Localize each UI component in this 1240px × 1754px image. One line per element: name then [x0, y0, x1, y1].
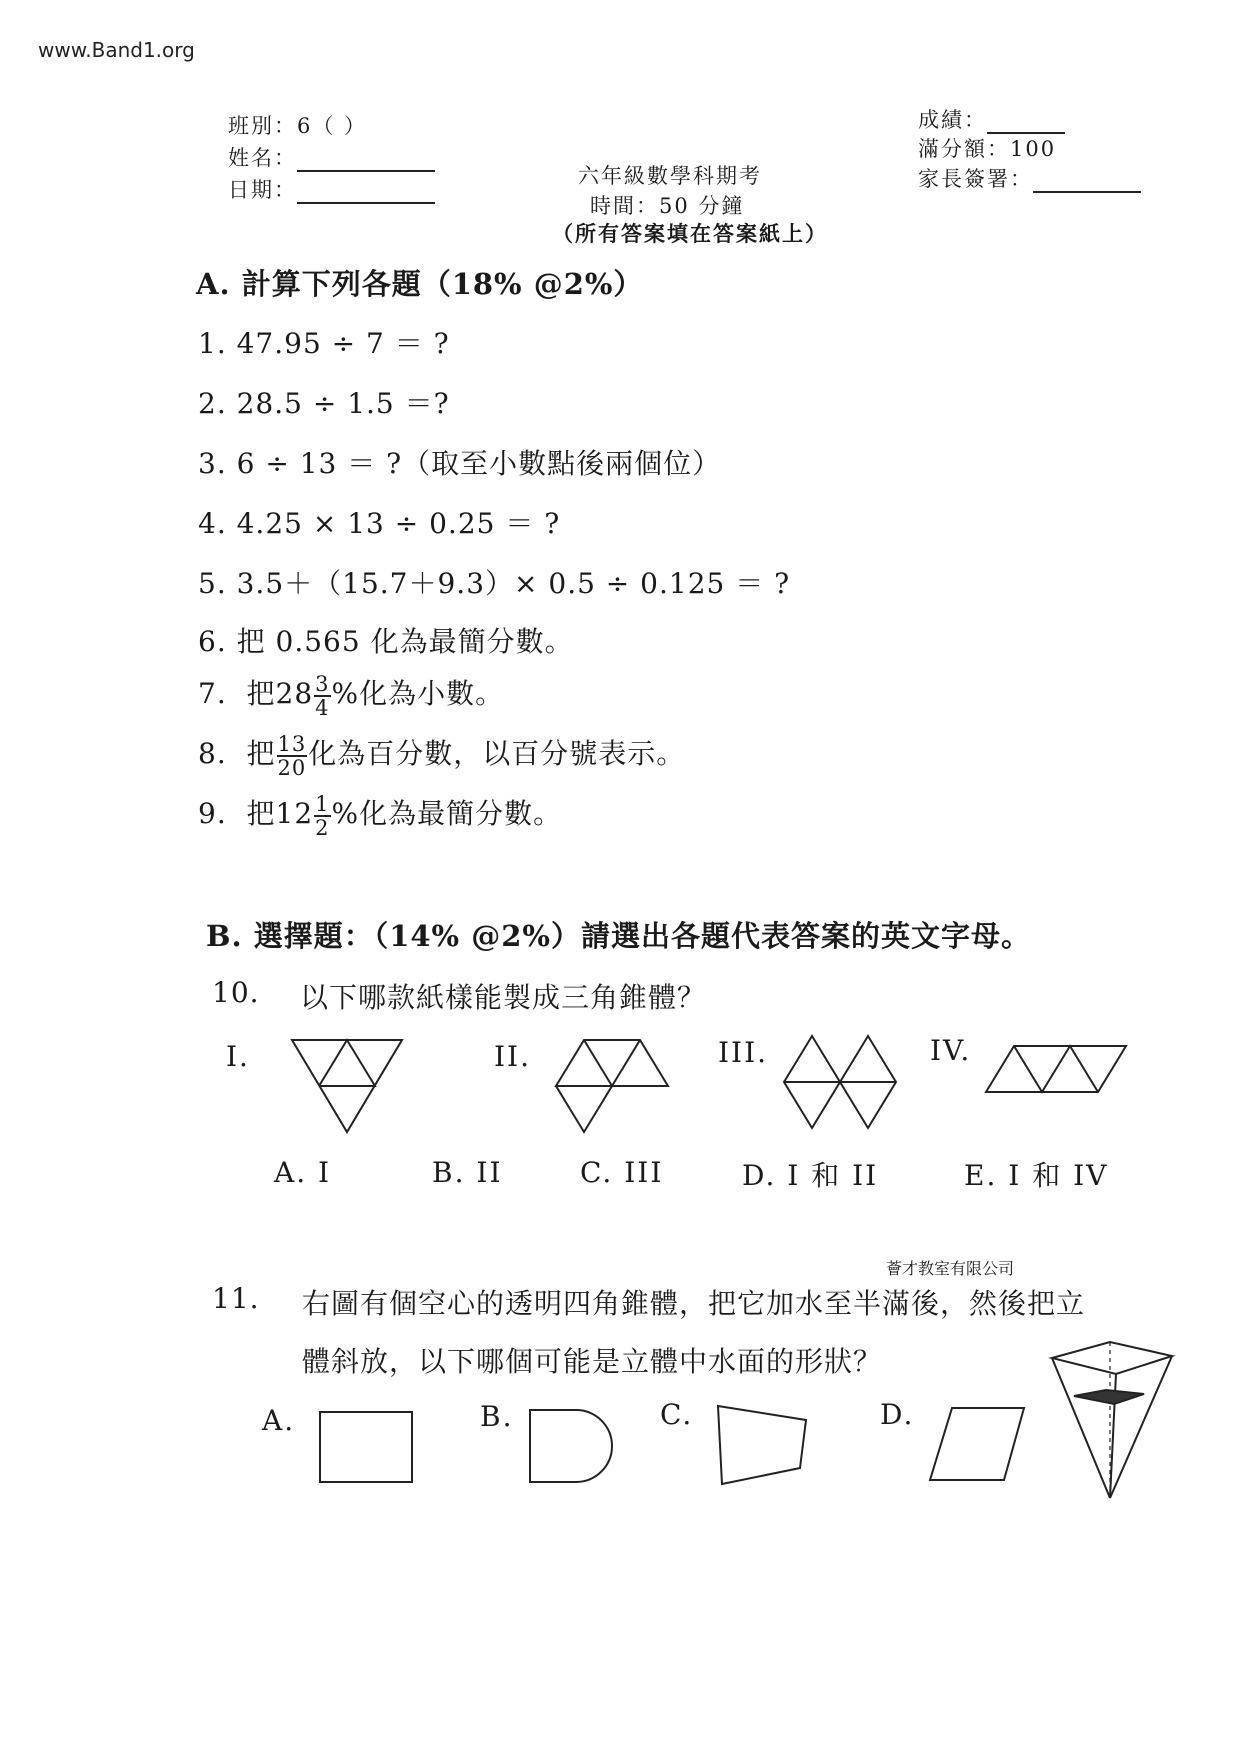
site-url: www.Band1.org — [38, 38, 195, 62]
net-label-1: I. — [226, 1040, 250, 1073]
pyramid-edge — [1110, 1356, 1172, 1498]
name-label: 姓名： — [228, 146, 297, 170]
question-7-fraction — [314, 673, 330, 719]
shape-rectangle — [320, 1412, 412, 1482]
q10-option-b: B. II — [432, 1156, 503, 1189]
name-field — [228, 142, 435, 172]
question-9-prefix: 把12 — [246, 797, 314, 830]
question-9 — [198, 792, 562, 839]
parent-sign-field — [918, 163, 1141, 193]
question-10-number: 10. — [212, 976, 260, 1009]
pyramid-edge — [1052, 1358, 1110, 1498]
date-field — [228, 174, 435, 204]
question-2: 2. 28.5 ÷ 1.5 ＝? — [198, 387, 450, 420]
net-label-3: III. — [718, 1036, 769, 1069]
section-b-heading: B. 選擇題：（14% @2%）請選出各題代表答案的英文字母。 — [206, 919, 1031, 953]
q10-option-c: C. III — [580, 1156, 664, 1189]
parent-sign-label: 家長簽署： — [918, 167, 1033, 191]
question-8 — [198, 732, 685, 779]
net-ii-middle — [584, 1040, 640, 1086]
q11-option-b-label: B. — [480, 1400, 514, 1433]
question-3: 3. 6 ÷ 13 ＝ ?（取至小數點後兩個位） — [198, 447, 722, 480]
shape-trapezoid — [718, 1406, 806, 1484]
net-ii-bottom — [556, 1086, 612, 1132]
q10-option-e: E. I 和 IV — [964, 1159, 1109, 1192]
question-5: 5. 3.5＋（15.7＋9.3）× 0.5 ÷ 0.125 ＝ ? — [198, 567, 791, 600]
fraction-denominator: 2 — [315, 815, 330, 840]
fraction-numerator: 3 — [315, 671, 330, 696]
q11-option-d-label: D. — [880, 1398, 915, 1431]
net-iv-dividers — [1014, 1046, 1098, 1092]
question-9-fraction — [314, 793, 330, 839]
section-a-heading: A. 計算下列各題（18% @2%） — [196, 267, 644, 301]
score-label: 成績： — [918, 108, 987, 132]
net-ii-top-row — [556, 1040, 668, 1086]
question-9-suffix: %化為最簡分數。 — [331, 797, 563, 830]
score-field — [918, 104, 1065, 134]
question-1: 1. 47.95 ÷ 7 ＝ ? — [198, 327, 450, 360]
date-label: 日期： — [228, 178, 297, 202]
full-marks: 滿分額：100 — [918, 137, 1057, 161]
question-4: 4. 4.25 × 13 ÷ 0.25 ＝ ? — [198, 507, 561, 540]
question-8-number: 8. — [198, 737, 227, 770]
net-label-2: II. — [494, 1040, 532, 1073]
net-label-4: IV. — [930, 1034, 972, 1067]
question-11-line-2: 體斜放，以下哪個可能是立體中水面的形狀？ — [302, 1345, 883, 1378]
exam-time: 時間：50 分鐘 — [590, 194, 745, 218]
fraction-denominator: 20 — [277, 755, 307, 780]
question-7-prefix: 把28 — [246, 677, 314, 710]
question-9-number: 9. — [198, 797, 227, 830]
question-8-prefix: 把 — [246, 737, 276, 770]
q10-option-d: D. I 和 II — [742, 1159, 879, 1192]
pyramid-top — [1052, 1342, 1172, 1374]
exam-note: （所有答案填在答案紙上） — [552, 221, 828, 246]
question-11-line-1: 右圖有個空心的透明四角錐體，把它加水至半滿後，然後把立 — [302, 1287, 1086, 1320]
exam-title: 六年級數學科期考 — [578, 164, 762, 188]
question-6: 6. 把 0.565 化為最簡分數。 — [198, 625, 574, 658]
question-11-number: 11. — [212, 1282, 260, 1315]
fraction-numerator: 13 — [277, 731, 307, 756]
fraction-numerator: 1 — [315, 791, 330, 816]
company-name: 薈才教室有限公司 — [886, 1259, 1015, 1278]
question-10-text: 以下哪款紙樣能製成三角錐體？ — [300, 981, 707, 1014]
question-7-suffix: %化為小數。 — [331, 677, 505, 710]
parent-sign-blank — [1033, 191, 1141, 193]
pyramid-figure — [0, 0, 1, 1]
q11-option-c-label: C. — [660, 1398, 694, 1431]
question-7-number: 7. — [198, 677, 227, 710]
net-i-inner — [319, 1040, 375, 1086]
question-8-fraction — [277, 733, 308, 779]
question-8-suffix: 化為百分數，以百分號表示。 — [308, 737, 686, 770]
shape-rounded — [530, 1410, 612, 1482]
name-blank — [297, 170, 435, 172]
class-label: 班別：6（ ） — [228, 114, 368, 138]
shape-parallelogram — [930, 1408, 1024, 1480]
q10-option-a: A. I — [274, 1156, 332, 1189]
q11-option-a-label: A. — [262, 1404, 296, 1437]
fraction-denominator: 4 — [315, 695, 330, 720]
water-surface — [1074, 1390, 1144, 1404]
question-7 — [198, 672, 504, 719]
date-blank — [297, 202, 435, 204]
